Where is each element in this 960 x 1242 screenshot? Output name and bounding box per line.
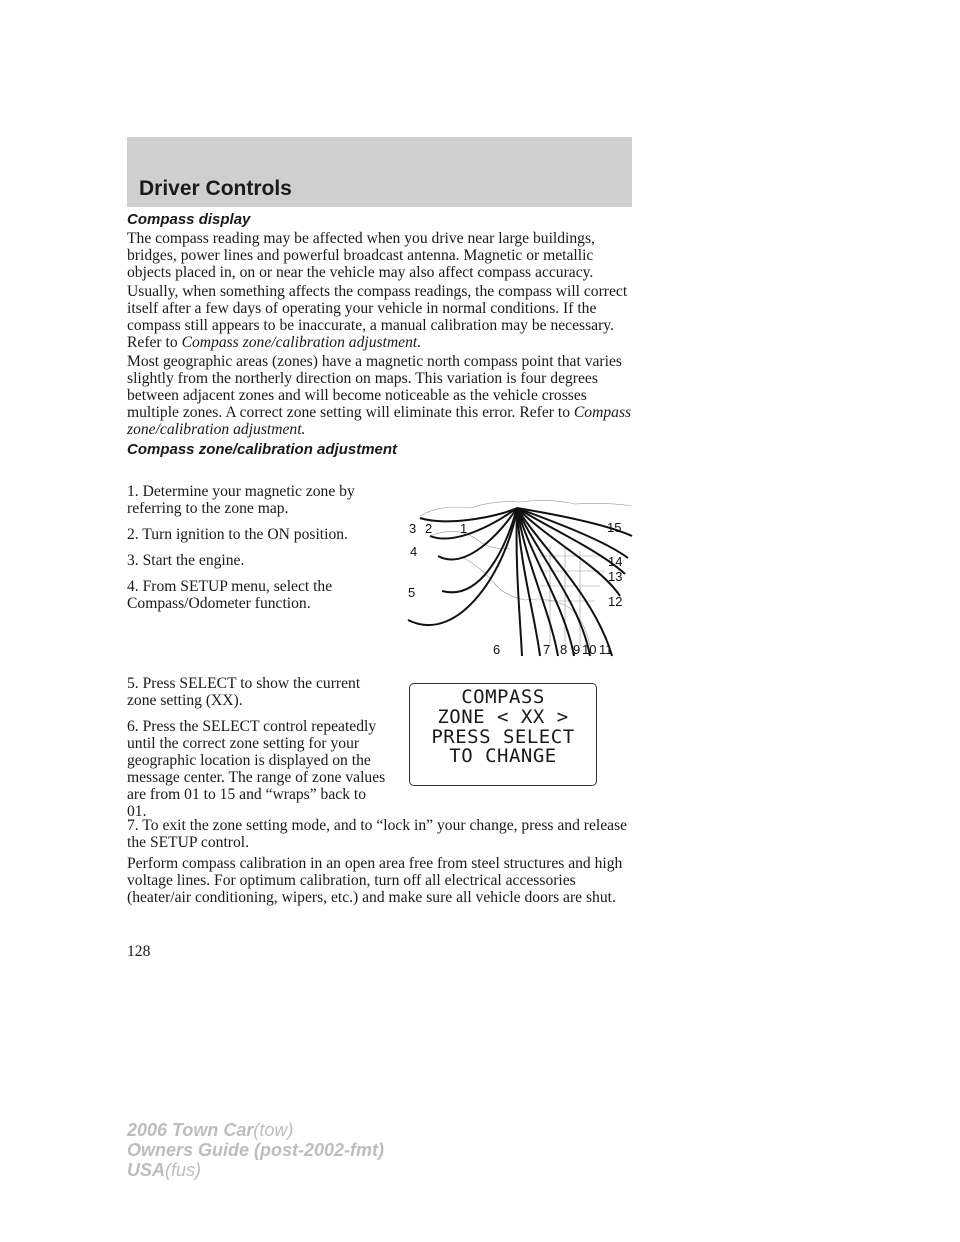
footer-line-1 xyxy=(127,1120,384,1140)
display-line-4: TO CHANGE xyxy=(449,745,557,767)
step-1: 1. Determine your magnetic zone by referring to the zone map. xyxy=(127,483,355,517)
zone-labels xyxy=(408,520,622,657)
step-3: 3. Start the engine. xyxy=(127,552,245,569)
zone-label-7: 7 xyxy=(543,642,551,657)
zone-map-illustration xyxy=(400,496,635,660)
compass-display-paragraph-2 xyxy=(127,283,637,351)
zone-label-6: 6 xyxy=(493,642,501,657)
section-header xyxy=(127,137,632,207)
zone-label-13: 13 xyxy=(608,569,623,584)
steps-list-middle xyxy=(127,675,389,829)
zone-label-4: 4 xyxy=(410,544,418,559)
paragraph-3-reference: Compass zone/calibration adjustment. xyxy=(127,404,632,438)
zone-lines xyxy=(408,508,632,656)
step-6: 6. Press the SELECT control repeatedly until the correct zone setting for your geographic location is displayed on the message center. The range of zone values are from 01 to 15 and “wraps” back to 01. xyxy=(127,718,386,820)
zone-label-15: 15 xyxy=(607,520,622,535)
compass-display-paragraph-3 xyxy=(127,353,637,438)
step-2: 2. Turn ignition to the ON position. xyxy=(127,526,348,543)
footer xyxy=(127,1120,384,1180)
steps-list-bottom xyxy=(127,817,637,910)
section-title: Driver Controls xyxy=(139,177,292,200)
footer-line-3 xyxy=(127,1160,384,1180)
paragraph-3-text: Most geographic areas (zones) have a magnetic north compass point that varies slightly from the northerly direction on maps. This variation is four degrees between adjacent zones and will become noticeable as the vehicle crosses multiple zones. A correct zone setting will eliminate this error. Refer to xyxy=(127,353,622,421)
footer-line-2: Owners Guide (post-2002-fmt) xyxy=(127,1140,385,1160)
zone-label-5: 5 xyxy=(408,585,416,600)
step-5: 5. Press SELECT to show the current zone setting (XX). xyxy=(127,675,361,709)
compass-display-section xyxy=(127,211,637,460)
step-4: 4. From SETUP menu, select the Compass/Odometer function. xyxy=(127,578,333,612)
zone-label-8: 8 xyxy=(560,642,568,657)
zone-label-2: 2 xyxy=(425,521,433,536)
footer-market-tag: (fus) xyxy=(165,1160,202,1180)
footer-model: 2006 Town Car xyxy=(127,1120,254,1140)
steps-list-top xyxy=(127,483,385,621)
step-7: 7. To exit the zone setting mode, and to “lock in” your change, press and release the SETUP control. xyxy=(127,817,628,851)
zone-label-10: 10 xyxy=(582,642,597,657)
paragraph-2-text: Usually, when something affects the compass readings, the compass will correct itself after a few days of operating your vehicle in normal conditions. If the compass still appears to be inaccurate, a manual calibration may be necessary. Refer to xyxy=(127,283,628,351)
zone-label-1: 1 xyxy=(460,521,468,536)
zone-label-3: 3 xyxy=(409,521,417,536)
display-line-2: ZONE < XX > xyxy=(437,706,569,728)
display-line-3: PRESS SELECT xyxy=(431,726,575,748)
paragraph-2-reference: Compass zone/calibration adjustment. xyxy=(181,334,422,351)
zone-label-11: 11 xyxy=(599,642,613,657)
compass-display-paragraph-1: The compass reading may be affected when you drive near large buildings, bridges, power lines and powerful broadcast antenna. Magnetic or metallic objects placed in, on or near the vehicle may also affect compass accuracy. xyxy=(127,230,595,281)
compass-display-heading: Compass display xyxy=(127,211,251,228)
message-center-display xyxy=(409,683,597,786)
zone-label-14: 14 xyxy=(608,554,623,569)
footer-model-tag: (tow) xyxy=(253,1120,294,1140)
display-line-1: COMPASS xyxy=(461,686,545,708)
closing-paragraph: Perform compass calibration in an open area free from steel structures and high voltage lines. For optimum calibration, turn off all electrical accessories (heater/air conditioning, wipers, etc.) and make sure all vehicle doors are shut. xyxy=(127,855,623,906)
zone-adjustment-heading: Compass zone/calibration adjustment xyxy=(127,441,398,458)
page-number: 128 xyxy=(127,943,151,960)
zone-label-9: 9 xyxy=(573,642,581,657)
footer-market: USA xyxy=(127,1160,166,1180)
zone-label-12: 12 xyxy=(608,594,623,609)
